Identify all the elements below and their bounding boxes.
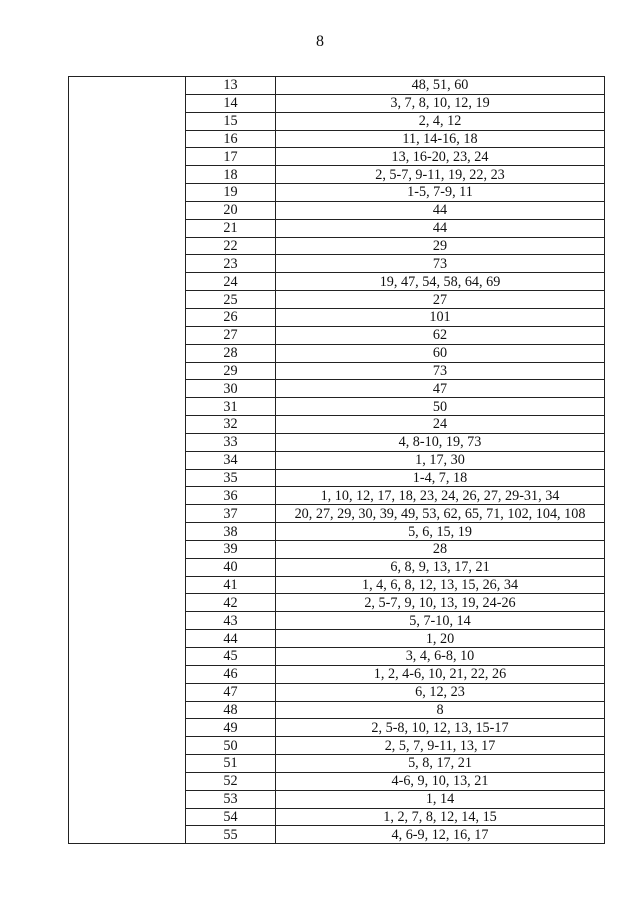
row-references-cell: 19, 47, 54, 58, 64, 69 (276, 273, 605, 291)
row-references-cell: 29 (276, 237, 605, 255)
row-references-cell: 27 (276, 291, 605, 309)
row-number-cell: 28 (186, 344, 276, 362)
row-number-cell: 34 (186, 451, 276, 469)
row-number-cell: 13 (186, 77, 276, 95)
row-number-cell: 21 (186, 219, 276, 237)
row-references-cell: 101 (276, 308, 605, 326)
row-references-cell: 2, 5-7, 9, 10, 13, 19, 24-26 (276, 594, 605, 612)
row-references-cell: 2, 5, 7, 9-11, 13, 17 (276, 737, 605, 755)
row-references-cell: 4-6, 9, 10, 13, 21 (276, 772, 605, 790)
row-number-cell: 49 (186, 719, 276, 737)
row-references-cell: 47 (276, 380, 605, 398)
row-references-cell: 48, 51, 60 (276, 77, 605, 95)
row-references-cell: 1, 17, 30 (276, 451, 605, 469)
row-references-cell: 13, 16-20, 23, 24 (276, 148, 605, 166)
row-references-cell: 73 (276, 255, 605, 273)
row-number-cell: 26 (186, 308, 276, 326)
row-references-cell: 1, 4, 6, 8, 12, 13, 15, 26, 34 (276, 576, 605, 594)
row-number-cell: 40 (186, 558, 276, 576)
row-references-cell: 1, 10, 12, 17, 18, 23, 24, 26, 27, 29-31, 34 (276, 487, 605, 505)
row-number-cell: 41 (186, 576, 276, 594)
row-references-cell: 1-4, 7, 18 (276, 469, 605, 487)
row-number-cell: 33 (186, 433, 276, 451)
row-references-cell: 28 (276, 540, 605, 558)
table-row (69, 77, 605, 95)
row-references-cell: 62 (276, 326, 605, 344)
row-number-cell: 16 (186, 130, 276, 148)
row-references-cell: 4, 8-10, 19, 73 (276, 433, 605, 451)
row-number-cell: 52 (186, 772, 276, 790)
row-number-cell: 30 (186, 380, 276, 398)
row-references-cell: 1-5, 7-9, 11 (276, 184, 605, 202)
row-number-cell: 36 (186, 487, 276, 505)
row-number-cell: 39 (186, 540, 276, 558)
row-number-cell: 47 (186, 683, 276, 701)
row-number-cell: 15 (186, 112, 276, 130)
row-number-cell: 38 (186, 523, 276, 541)
row-references-cell: 73 (276, 362, 605, 380)
row-references-cell: 1, 20 (276, 630, 605, 648)
row-number-cell: 19 (186, 184, 276, 202)
row-number-cell: 31 (186, 398, 276, 416)
row-references-cell: 11, 14-16, 18 (276, 130, 605, 148)
row-number-cell: 23 (186, 255, 276, 273)
page-number: 8 (316, 33, 324, 50)
row-number-cell: 44 (186, 630, 276, 648)
row-references-cell: 8 (276, 701, 605, 719)
row-number-cell: 48 (186, 701, 276, 719)
reference-table (68, 76, 605, 844)
row-number-cell: 50 (186, 737, 276, 755)
row-number-cell: 24 (186, 273, 276, 291)
row-number-cell: 27 (186, 326, 276, 344)
row-references-cell: 2, 5-7, 9-11, 19, 22, 23 (276, 166, 605, 184)
row-number-cell: 22 (186, 237, 276, 255)
row-references-cell: 3, 4, 6-8, 10 (276, 648, 605, 666)
row-number-cell: 46 (186, 665, 276, 683)
row-number-cell: 43 (186, 612, 276, 630)
row-references-cell: 2, 5-8, 10, 12, 13, 15-17 (276, 719, 605, 737)
row-number-cell: 18 (186, 166, 276, 184)
row-references-cell: 24 (276, 416, 605, 434)
row-number-cell: 20 (186, 201, 276, 219)
row-references-cell: 1, 14 (276, 790, 605, 808)
row-number-cell: 42 (186, 594, 276, 612)
row-number-cell: 32 (186, 416, 276, 434)
row-number-cell: 17 (186, 148, 276, 166)
row-references-cell: 5, 7-10, 14 (276, 612, 605, 630)
row-references-cell: 5, 6, 15, 19 (276, 523, 605, 541)
row-references-cell: 5, 8, 17, 21 (276, 755, 605, 773)
row-number-cell: 55 (186, 826, 276, 844)
row-references-cell: 4, 6-9, 12, 16, 17 (276, 826, 605, 844)
row-number-cell: 29 (186, 362, 276, 380)
row-references-cell: 44 (276, 201, 605, 219)
row-number-cell: 54 (186, 808, 276, 826)
row-references-cell: 1, 2, 4-6, 10, 21, 22, 26 (276, 665, 605, 683)
row-number-cell: 51 (186, 755, 276, 773)
row-references-cell: 2, 4, 12 (276, 112, 605, 130)
row-references-cell: 6, 8, 9, 13, 17, 21 (276, 558, 605, 576)
row-references-cell: 44 (276, 219, 605, 237)
row-references-cell: 3, 7, 8, 10, 12, 19 (276, 94, 605, 112)
row-number-cell: 53 (186, 790, 276, 808)
row-references-cell: 6, 12, 23 (276, 683, 605, 701)
row-number-cell: 14 (186, 94, 276, 112)
row-number-cell: 45 (186, 648, 276, 666)
row-references-cell: 20, 27, 29, 30, 39, 49, 53, 62, 65, 71, 102, 104, 108 (276, 505, 605, 523)
row-references-cell: 50 (276, 398, 605, 416)
row-number-cell: 35 (186, 469, 276, 487)
table-body (69, 77, 605, 844)
row-number-cell: 37 (186, 505, 276, 523)
row-references-cell: 60 (276, 344, 605, 362)
row-references-cell: 1, 2, 7, 8, 12, 14, 15 (276, 808, 605, 826)
merged-blank-cell (69, 77, 186, 844)
row-number-cell: 25 (186, 291, 276, 309)
